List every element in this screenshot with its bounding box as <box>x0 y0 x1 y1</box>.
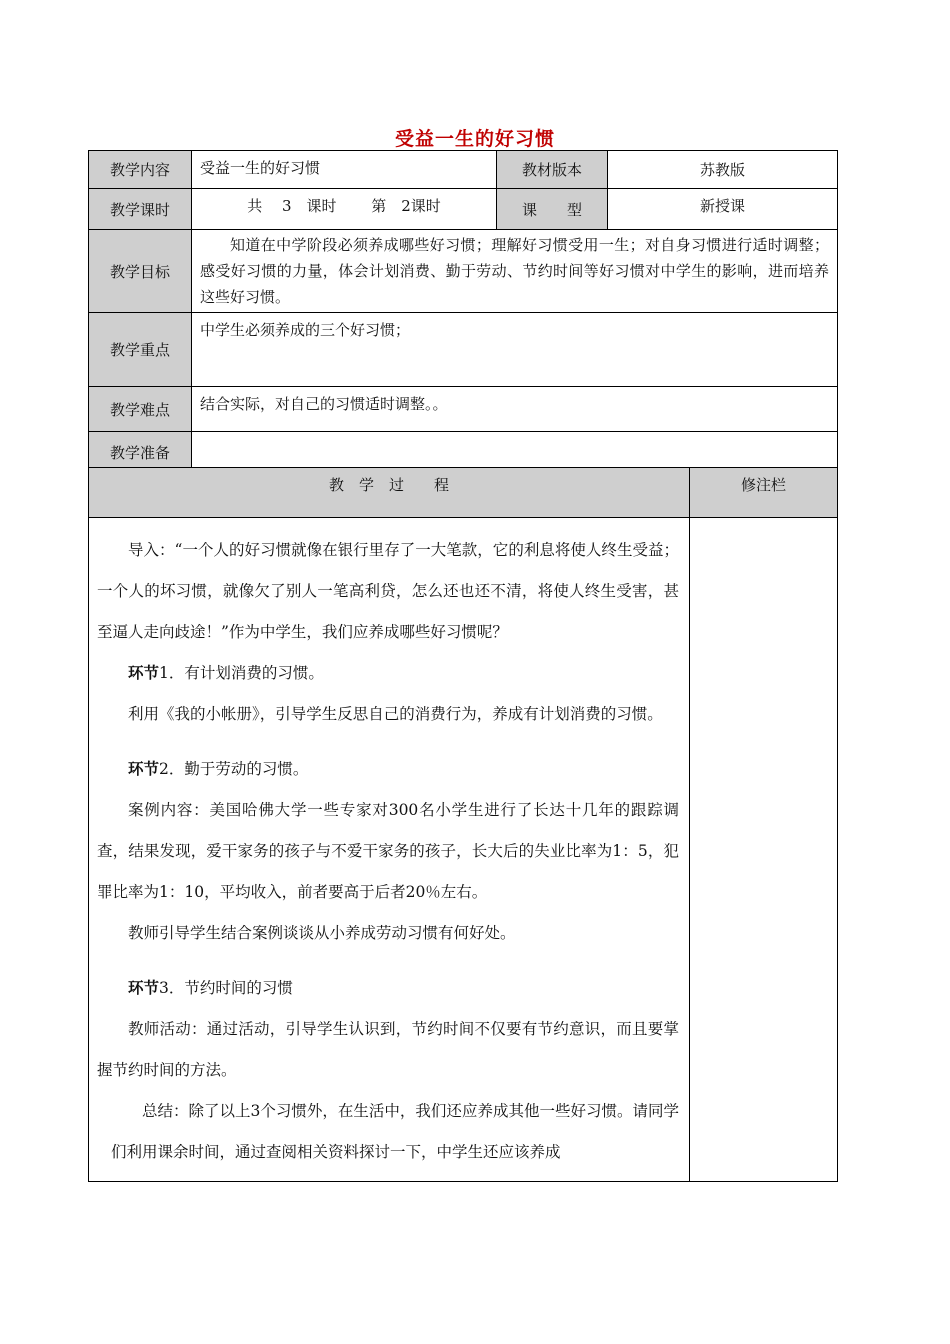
prep-label: 教学准备 <box>89 432 192 473</box>
lesson-info-table <box>88 150 838 473</box>
type-label: 课 型 <box>497 189 608 230</box>
type-value: 新授课 <box>608 189 838 230</box>
difficulty-label: 教学难点 <box>89 387 192 432</box>
notes-header: 修注栏 <box>690 468 838 518</box>
process-body <box>89 518 690 1182</box>
hours-value: 共 3 课时 第 2课时 <box>192 189 497 230</box>
step3-label: 环节 <box>128 979 160 997</box>
step1-text: 利用《我的小帐册》，引导学生反思自己的消费行为，养成有计划消费的习惯。 <box>128 705 663 723</box>
step2-text1: 案例内容：美国哈佛大学一些专家对300名小学生进行了长达十几年的跟踪调查，结果发现，爱干家务的孩子与不爱干家务的孩子，长大后的失业比率为1：5，犯罪比率为1：10，平均收入，前者要高于后者20％左右。 <box>97 801 679 901</box>
step3-title: 3．节约时间的习惯 <box>159 979 293 997</box>
intro-paragraph: 导入：“一个人的好习惯就像在银行里存了一大笔款，它的利息将使人终生受益；一个人的坏习惯，就像欠了别人一笔高利贷，怎么还也还不清，将使人终生受害，甚至逼人走向歧途！”作为中学生，我们应养成哪些好习惯呢？ <box>97 541 679 641</box>
page-title: 受益一生的好习惯 <box>394 128 555 150</box>
row-hours <box>89 189 838 230</box>
summary-paragraph: 总结：除了以上3个习惯外，在生活中，我们还应养成其他一些好习惯。请同学们利用课余时间，通过查阅相关资料探讨一下，中学生还应该养成 <box>111 1102 679 1161</box>
step2-text2: 教师引导学生结合案例谈谈从小养成劳动习惯有何好处。 <box>128 924 516 942</box>
step3-heading <box>97 968 679 1009</box>
objective-value: 知道在中学阶段必须养成哪些好习惯；理解好习惯受用一生；对自身习惯进行适时调整；感受好习惯的力量，体会计划消费、勤于劳动、节约时间等好习惯对中学生的影响，进而培养这些好习惯。 <box>192 230 838 313</box>
key-label: 教学重点 <box>89 313 192 387</box>
notes-column <box>690 518 838 1182</box>
hours-label: 教学课时 <box>89 189 192 230</box>
row-content <box>89 151 838 189</box>
row-key <box>89 313 838 387</box>
process-table <box>88 467 838 1182</box>
textbook-label: 教材版本 <box>497 151 608 189</box>
step2-heading <box>97 749 679 790</box>
step1-title: 1．有计划消费的习惯。 <box>159 664 324 682</box>
step2-label: 环节 <box>128 760 160 778</box>
step3-text: 教师活动：通过活动，引导学生认识到，节约时间不仅要有节约意识，而且要掌握节约时间的方法。 <box>97 1020 679 1079</box>
step2-title: 2．勤于劳动的习惯。 <box>159 760 309 778</box>
content-label: 教学内容 <box>89 151 192 189</box>
difficulty-value: 结合实际，对自己的习惯适时调整。。 <box>192 387 838 432</box>
key-value: 中学生必须养成的三个好习惯； <box>192 313 838 387</box>
step1-heading <box>97 653 679 694</box>
content-value: 受益一生的好习惯 <box>192 151 497 189</box>
row-objective <box>89 230 838 313</box>
step1-label: 环节 <box>128 664 160 682</box>
process-header: 教 学 过 程 <box>89 468 690 518</box>
objective-label: 教学目标 <box>89 230 192 313</box>
textbook-value: 苏教版 <box>608 151 838 189</box>
row-difficulty <box>89 387 838 432</box>
